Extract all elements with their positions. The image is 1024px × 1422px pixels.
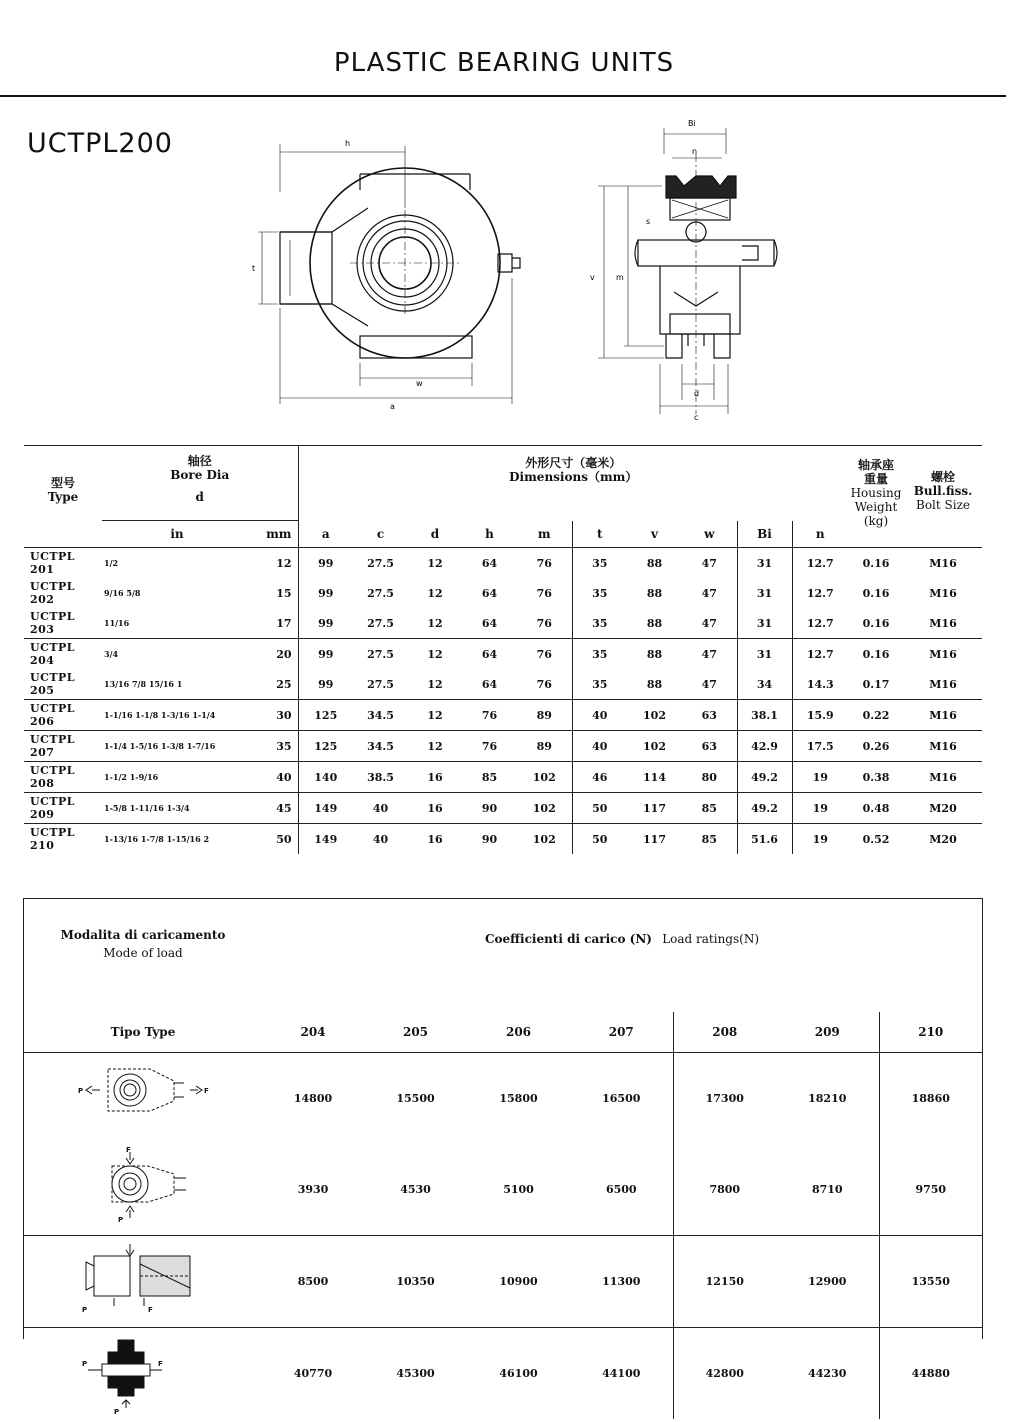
h-cell: 76 bbox=[462, 731, 517, 762]
load-value-cell: 12150 bbox=[673, 1236, 776, 1328]
n-cell: 19 bbox=[792, 762, 848, 793]
type-cell: UCTPL 206 bbox=[24, 700, 102, 731]
a-cell: 140 bbox=[298, 762, 353, 793]
load-value-cell: 6500 bbox=[605, 1183, 637, 1196]
bolt-cell: M16 bbox=[904, 762, 982, 793]
radial-load-icon bbox=[78, 1053, 208, 1141]
w-cell: 47 bbox=[682, 639, 737, 670]
bolt-cell: M16 bbox=[904, 731, 982, 762]
load-value-cell: 8710 bbox=[811, 1183, 843, 1196]
bolt-header: Bolt Size bbox=[916, 498, 970, 512]
t-cell: 35 bbox=[592, 616, 608, 630]
load-value-cell: 9750 bbox=[879, 1144, 982, 1236]
d-cell: 12 bbox=[427, 616, 443, 630]
label-w: w bbox=[416, 379, 423, 388]
a-cell: 125 bbox=[298, 731, 353, 762]
model-name: UCTPL200 bbox=[27, 128, 173, 159]
h-cell: 64 bbox=[462, 639, 517, 670]
c-cell: 38.5 bbox=[353, 762, 408, 793]
c-cell: 34.5 bbox=[353, 731, 408, 762]
label-t: t bbox=[252, 264, 256, 273]
bore-in-cell: 13/16 7/8 15/16 1 bbox=[104, 679, 183, 689]
m-cell: 76 bbox=[517, 639, 572, 670]
m-cell: 76 bbox=[517, 578, 572, 608]
d-cell: 16 bbox=[408, 793, 462, 824]
n-cell: 14.3 bbox=[806, 677, 834, 691]
v-cell: 88 bbox=[646, 616, 663, 630]
bore-in-cell: 9/16 5/8 bbox=[104, 588, 141, 598]
label-h: h bbox=[345, 139, 351, 148]
v-cell: 114 bbox=[627, 762, 682, 793]
w-cell: 85 bbox=[682, 793, 737, 824]
m-cell: 102 bbox=[517, 793, 572, 824]
v-cell: 102 bbox=[627, 731, 682, 762]
type-cell: UCTPL 209 bbox=[24, 793, 102, 824]
col-c-header: c bbox=[376, 526, 385, 541]
kg-cell: 0.17 bbox=[862, 677, 890, 691]
side-view-drawing bbox=[588, 114, 788, 426]
bolt-header-cn: 螺栓 bbox=[930, 470, 955, 484]
bolt-cell: M16 bbox=[929, 616, 957, 630]
in-header: in bbox=[102, 521, 252, 548]
label-a: a bbox=[390, 402, 395, 411]
kg-cell: 0.38 bbox=[848, 762, 904, 793]
bi-cell: 38.1 bbox=[737, 700, 792, 731]
table-row bbox=[24, 639, 982, 670]
m-cell: 89 bbox=[517, 731, 572, 762]
load-value-cell: 8500 bbox=[297, 1275, 329, 1288]
w-cell: 47 bbox=[682, 548, 737, 579]
load-value-cell: 4530 bbox=[400, 1183, 431, 1196]
dimensions-header: Dimensions（mm） bbox=[509, 470, 638, 484]
m-cell: 76 bbox=[517, 669, 572, 700]
n-cell: 12.7 bbox=[792, 639, 848, 670]
a-cell: 149 bbox=[298, 824, 353, 855]
a-cell: 99 bbox=[318, 586, 334, 600]
table-row bbox=[24, 700, 982, 731]
t-cell: 50 bbox=[572, 793, 627, 824]
bore-in-cell: 1-1/2 1-9/16 bbox=[102, 762, 252, 793]
housing-header-cn2: 重量 bbox=[863, 472, 888, 486]
d-cell: 16 bbox=[408, 824, 462, 855]
t-cell: 46 bbox=[572, 762, 627, 793]
bolt-cell: M20 bbox=[904, 793, 982, 824]
housing-header-2: Weight bbox=[854, 500, 898, 514]
load-type-header: 204 bbox=[262, 1012, 364, 1053]
a-cell: 99 bbox=[298, 548, 353, 579]
table-row bbox=[24, 1236, 982, 1328]
table-row bbox=[24, 762, 982, 793]
m-cell: 89 bbox=[517, 700, 572, 731]
title-divider bbox=[0, 95, 1006, 97]
a-cell: 125 bbox=[298, 700, 353, 731]
bore-in-cell: 3/4 bbox=[102, 639, 252, 670]
w-cell: 63 bbox=[682, 700, 737, 731]
d-cell: 12 bbox=[408, 700, 462, 731]
bore-mm-cell: 12 bbox=[252, 548, 298, 579]
load-type-header: 208 bbox=[673, 1012, 776, 1053]
n-cell: 12.7 bbox=[792, 548, 848, 579]
svg-text:P: P bbox=[78, 1087, 84, 1095]
load-value-cell: 7800 bbox=[673, 1144, 776, 1236]
load-value-cell: 11300 bbox=[602, 1275, 641, 1288]
kg-cell: 0.26 bbox=[848, 731, 904, 762]
bore-in-cell: 1-5/8 1-11/16 1-3/4 bbox=[102, 793, 252, 824]
t-cell: 40 bbox=[572, 731, 627, 762]
n-cell: 15.9 bbox=[792, 700, 848, 731]
d-cell: 16 bbox=[408, 762, 462, 793]
svg-text:F: F bbox=[148, 1306, 153, 1314]
load-value-cell: 46100 bbox=[499, 1367, 538, 1380]
n-cell: 19 bbox=[792, 793, 848, 824]
load-value-cell: 10900 bbox=[499, 1275, 538, 1288]
a-cell: 99 bbox=[318, 616, 334, 630]
bore-mm-cell: 40 bbox=[252, 762, 298, 793]
load-value-cell: 13550 bbox=[879, 1236, 982, 1328]
type-header: Type bbox=[47, 490, 79, 504]
load-value-cell: 12900 bbox=[808, 1275, 847, 1288]
bolt-cell: M16 bbox=[904, 639, 982, 670]
label-s: s bbox=[646, 217, 651, 226]
col-h-header: h bbox=[485, 526, 494, 541]
c-cell: 40 bbox=[353, 824, 408, 855]
load-type-header: 207 bbox=[570, 1012, 673, 1053]
mode-of-load: Mode of load bbox=[103, 946, 183, 960]
h-cell: 64 bbox=[481, 616, 498, 630]
load-value-cell: 40770 bbox=[293, 1367, 333, 1380]
load-ratings: Load ratings(N) bbox=[662, 932, 760, 946]
col-t-header: t bbox=[596, 526, 603, 541]
svg-text:F: F bbox=[158, 1360, 163, 1368]
load-table bbox=[24, 898, 982, 1419]
load-type-header: 209 bbox=[776, 1012, 879, 1053]
type-cell: UCTPL 210 bbox=[24, 824, 102, 855]
bolt-cell: M20 bbox=[904, 824, 982, 855]
h-cell: 85 bbox=[462, 762, 517, 793]
load-type-header: 206 bbox=[467, 1012, 570, 1053]
table-row bbox=[24, 1053, 982, 1145]
load-mode-cell bbox=[24, 1053, 262, 1145]
a-cell: 99 bbox=[298, 639, 353, 670]
d-cell: 12 bbox=[408, 548, 462, 579]
table-row bbox=[24, 731, 982, 762]
t-cell: 35 bbox=[572, 639, 627, 670]
load-value-cell: 15500 bbox=[396, 1092, 435, 1105]
bolt-cell: M16 bbox=[904, 548, 982, 579]
radial-vertical-load-icon bbox=[78, 1144, 208, 1232]
load-value-cell: 45300 bbox=[396, 1367, 435, 1380]
type-cell: UCTPL 201 bbox=[24, 548, 102, 579]
m-cell: 102 bbox=[517, 762, 572, 793]
kg-cell: 0.16 bbox=[862, 616, 890, 630]
m-cell: 102 bbox=[517, 824, 572, 855]
v-cell: 117 bbox=[627, 793, 682, 824]
d-cell: 12 bbox=[408, 639, 462, 670]
bolt-cell: M16 bbox=[929, 586, 957, 600]
label-d: d bbox=[694, 389, 700, 398]
load-mode-cell bbox=[24, 1328, 262, 1420]
housing-header-cn1: 轴承座 bbox=[857, 458, 894, 472]
bore-mm-cell: 45 bbox=[252, 793, 298, 824]
bore-in-cell: 1-1/4 1-5/16 1-3/8 1-7/16 bbox=[102, 731, 252, 762]
tipo-type-label: Tipo Type bbox=[24, 1012, 262, 1053]
load-value-cell: 15800 bbox=[499, 1092, 538, 1105]
load-value-cell: 17300 bbox=[673, 1053, 776, 1145]
v-cell: 88 bbox=[627, 639, 682, 670]
bore-d-header: d bbox=[195, 490, 204, 504]
n-cell: 12.7 bbox=[806, 616, 834, 630]
table-row bbox=[24, 578, 982, 608]
bolt-cell: M16 bbox=[929, 677, 957, 691]
label-n: n bbox=[692, 147, 698, 156]
bore-mm-cell: 35 bbox=[252, 731, 298, 762]
c-cell: 40 bbox=[353, 793, 408, 824]
n-cell: 17.5 bbox=[792, 731, 848, 762]
h-cell: 90 bbox=[462, 793, 517, 824]
bore-header-cn: 轴径 bbox=[187, 454, 212, 468]
load-value-cell: 44100 bbox=[602, 1367, 641, 1380]
h-cell: 64 bbox=[462, 548, 517, 579]
label-v: v bbox=[590, 273, 595, 282]
d-cell: 12 bbox=[427, 677, 443, 691]
m-cell: 76 bbox=[517, 548, 572, 579]
bi-cell: 31 bbox=[737, 608, 792, 639]
col-w-header: w bbox=[682, 521, 737, 548]
bolt-cell: M16 bbox=[904, 700, 982, 731]
w-cell: 47 bbox=[682, 669, 737, 700]
bore-header: Bore Dia bbox=[170, 468, 230, 482]
kg-cell: 0.52 bbox=[848, 824, 904, 855]
bi-cell: 49.2 bbox=[737, 793, 792, 824]
v-cell: 88 bbox=[627, 548, 682, 579]
bore-mm-cell: 50 bbox=[252, 824, 298, 855]
load-type-header: 210 bbox=[879, 1012, 982, 1053]
w-cell: 47 bbox=[682, 578, 737, 608]
bi-cell: 42.9 bbox=[737, 731, 792, 762]
load-value-cell: 44880 bbox=[879, 1328, 982, 1420]
n-cell: 19 bbox=[792, 824, 848, 855]
t-cell: 40 bbox=[572, 700, 627, 731]
label-c: c bbox=[694, 413, 699, 422]
col-bi-header: Bi bbox=[737, 521, 792, 548]
bolt-header-it: Bull.fiss. bbox=[913, 484, 973, 498]
bore-mm-cell: 20 bbox=[252, 639, 298, 670]
bi-cell: 51.6 bbox=[737, 824, 792, 855]
bore-in-cell: 1-1/16 1-1/8 1-3/16 1-1/4 bbox=[102, 700, 252, 731]
col-n-header: n bbox=[815, 526, 825, 541]
a-cell: 99 bbox=[318, 677, 334, 691]
table-row bbox=[24, 793, 982, 824]
load-mode-cell bbox=[24, 1236, 262, 1328]
d-cell: 12 bbox=[408, 731, 462, 762]
svg-text:F: F bbox=[126, 1146, 131, 1154]
col-m-header: m bbox=[517, 521, 572, 548]
v-cell: 88 bbox=[646, 677, 663, 691]
load-value-cell: 5100 bbox=[503, 1183, 534, 1196]
v-cell: 102 bbox=[627, 700, 682, 731]
d-cell: 12 bbox=[427, 586, 443, 600]
col-v-header: v bbox=[651, 526, 658, 541]
svg-text:F: F bbox=[204, 1087, 209, 1095]
type-cell: UCTPL 208 bbox=[24, 762, 102, 793]
c-cell: 27.5 bbox=[367, 616, 394, 630]
svg-text:P: P bbox=[82, 1306, 88, 1314]
label-m: m bbox=[616, 273, 624, 282]
v-cell: 88 bbox=[646, 586, 663, 600]
kg-cell: 0.48 bbox=[848, 793, 904, 824]
cross-section-load-icon bbox=[78, 1328, 208, 1416]
kg-cell: 0.16 bbox=[848, 639, 904, 670]
housing-header-3: (kg) bbox=[863, 514, 889, 528]
dimension-table bbox=[24, 445, 982, 854]
col-a-header: a bbox=[321, 526, 330, 541]
table-row bbox=[24, 548, 982, 579]
bore-mm-cell: 30 bbox=[252, 700, 298, 731]
type-cell: UCTPL 202 bbox=[30, 580, 76, 606]
type-cell: UCTPL 203 bbox=[30, 610, 76, 636]
c-cell: 27.5 bbox=[367, 586, 394, 600]
kg-cell: 0.22 bbox=[848, 700, 904, 731]
a-cell: 149 bbox=[298, 793, 353, 824]
v-cell: 117 bbox=[627, 824, 682, 855]
load-value-cell: 44230 bbox=[808, 1367, 847, 1380]
t-cell: 35 bbox=[592, 677, 608, 691]
table-row bbox=[24, 824, 982, 855]
bore-in-cell: 1/2 bbox=[102, 548, 252, 579]
load-type-header: 205 bbox=[364, 1012, 467, 1053]
m-cell: 76 bbox=[517, 608, 572, 639]
load-value-cell: 42800 bbox=[673, 1328, 776, 1420]
load-ratings-it: Coefficienti di carico (N) bbox=[484, 932, 652, 946]
load-value-cell: 14800 bbox=[293, 1092, 333, 1105]
table-row bbox=[24, 1144, 982, 1236]
w-cell: 85 bbox=[682, 824, 737, 855]
mm-header: mm bbox=[252, 521, 298, 548]
c-cell: 27.5 bbox=[353, 548, 408, 579]
load-value-cell: 18210 bbox=[808, 1092, 847, 1105]
type-cell: UCTPL 207 bbox=[24, 731, 102, 762]
load-value-cell: 16500 bbox=[602, 1092, 641, 1105]
bore-mm-cell: 17 bbox=[252, 608, 298, 639]
svg-text:P: P bbox=[114, 1408, 120, 1416]
bi-cell: 31 bbox=[737, 548, 792, 579]
label-bi: Bi bbox=[688, 119, 696, 128]
type-cell: UCTPL 204 bbox=[24, 639, 102, 670]
mode-of-load-it: Modalita di caricamento bbox=[60, 928, 226, 942]
table-row bbox=[24, 669, 982, 700]
svg-text:P: P bbox=[118, 1216, 124, 1224]
housing-header-1: Housing bbox=[850, 486, 902, 500]
front-view-drawing bbox=[250, 128, 540, 418]
w-cell: 47 bbox=[682, 608, 737, 639]
svg-text:P: P bbox=[82, 1360, 88, 1368]
kg-cell: 0.16 bbox=[848, 548, 904, 579]
h-cell: 90 bbox=[462, 824, 517, 855]
table-row bbox=[24, 608, 982, 639]
load-value-cell: 3930 bbox=[297, 1183, 329, 1196]
bi-cell: 31 bbox=[737, 639, 792, 670]
t-cell: 50 bbox=[572, 824, 627, 855]
dimensions-header-cn: 外形尺寸（毫米） bbox=[525, 456, 622, 470]
bore-in-cell: 11/16 bbox=[104, 618, 130, 628]
page-title: PLASTIC BEARING UNITS bbox=[333, 48, 675, 78]
load-value-cell: 10350 bbox=[396, 1275, 435, 1288]
t-cell: 35 bbox=[572, 548, 627, 579]
w-cell: 63 bbox=[682, 731, 737, 762]
table-row bbox=[24, 1328, 982, 1420]
t-cell: 35 bbox=[592, 586, 608, 600]
type-header-cn: 型号 bbox=[50, 476, 75, 490]
h-cell: 76 bbox=[462, 700, 517, 731]
type-cell: UCTPL 205 bbox=[30, 671, 76, 697]
c-cell: 27.5 bbox=[367, 677, 394, 691]
col-d-header: d bbox=[430, 526, 440, 541]
kg-cell: 0.16 bbox=[862, 586, 890, 600]
bi-cell: 31 bbox=[737, 578, 792, 608]
bore-in-cell: 1-13/16 1-7/8 1-15/16 2 bbox=[102, 824, 252, 855]
h-cell: 64 bbox=[481, 677, 498, 691]
w-cell: 80 bbox=[682, 762, 737, 793]
bore-mm-cell: 25 bbox=[252, 669, 298, 700]
h-cell: 64 bbox=[481, 586, 498, 600]
load-value-cell: 18860 bbox=[879, 1053, 982, 1145]
bore-mm-cell: 15 bbox=[252, 578, 298, 608]
bi-cell: 49.2 bbox=[737, 762, 792, 793]
c-cell: 27.5 bbox=[353, 639, 408, 670]
bi-cell: 34 bbox=[737, 669, 792, 700]
load-mode-cell bbox=[24, 1144, 262, 1236]
c-cell: 34.5 bbox=[353, 700, 408, 731]
axial-load-icon bbox=[78, 1236, 208, 1324]
n-cell: 12.7 bbox=[806, 586, 834, 600]
